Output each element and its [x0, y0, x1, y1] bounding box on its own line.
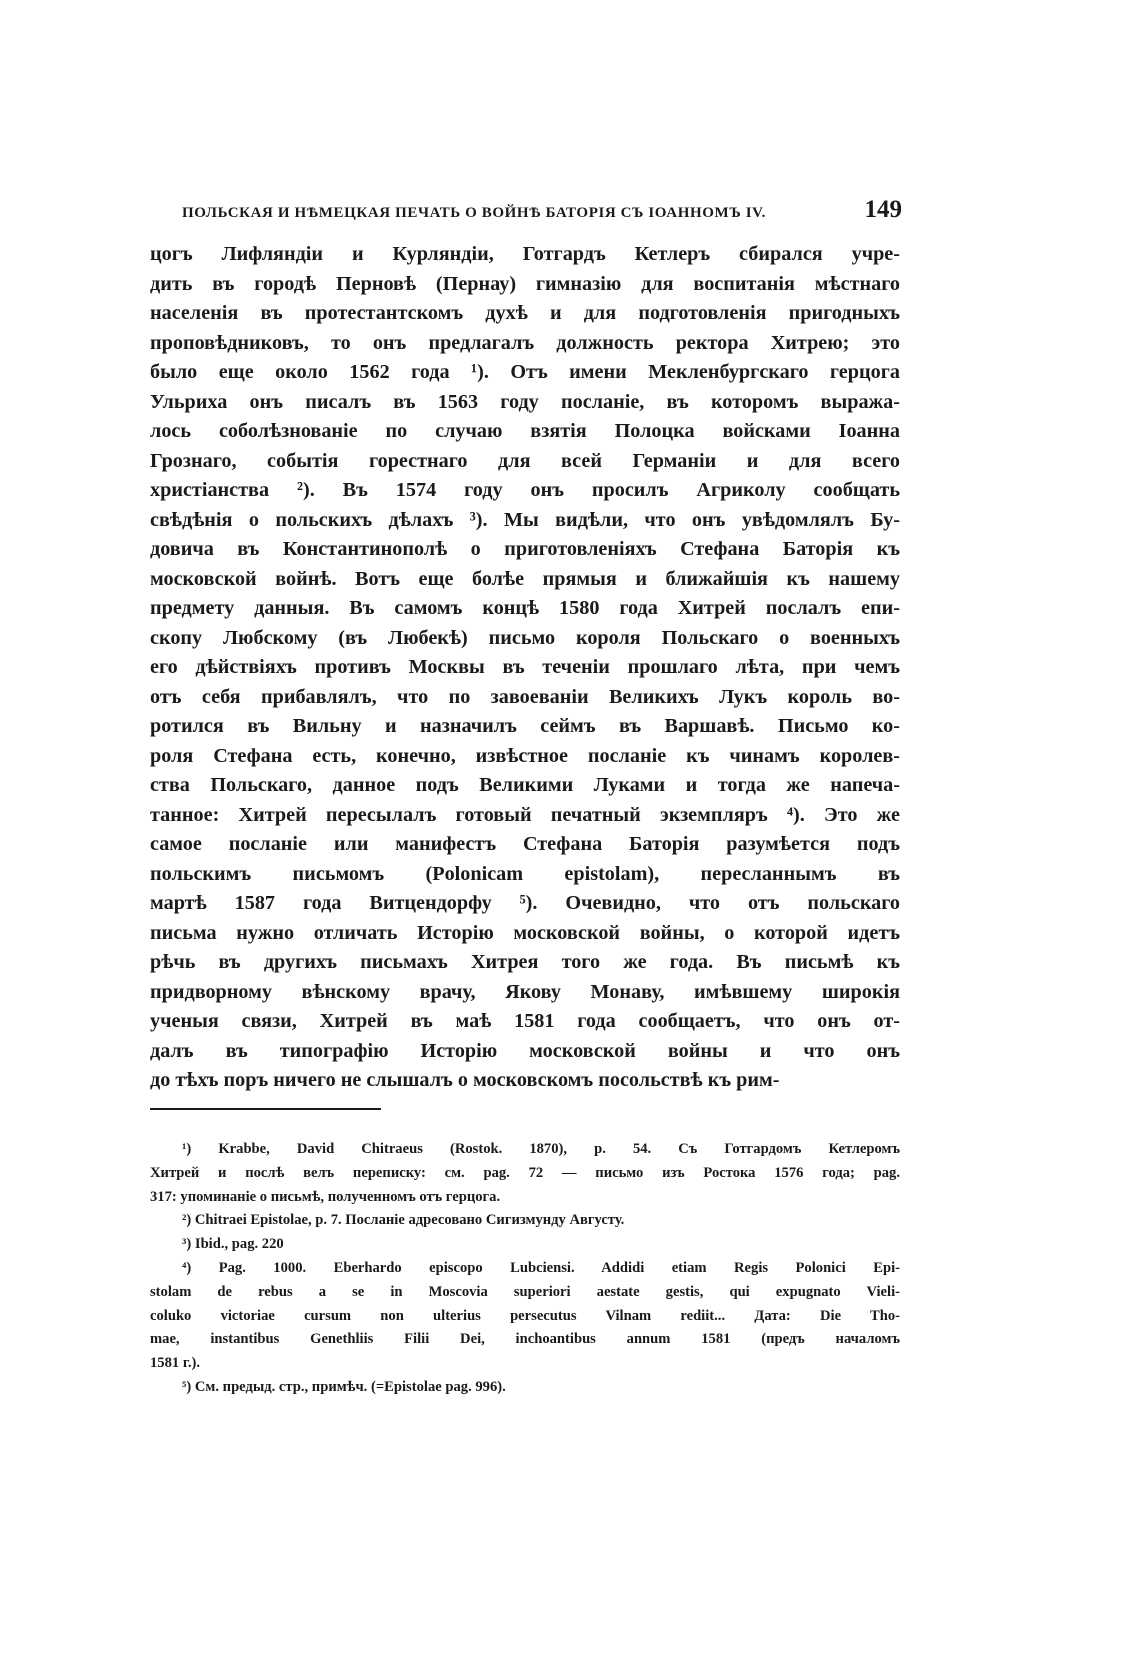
text-line: Ульриха онъ писалъ въ 1563 году посланіе, въ которомъ выража- — [150, 390, 900, 413]
text-line: скопу Любскому (въ Любекѣ) письмо короля Польскаго о военныхъ — [150, 626, 900, 649]
text-line: христіанства ²). Въ 1574 году онъ просилъ Агриколу сообщать — [150, 479, 900, 501]
text-line: населенія въ протестантскомъ духѣ и для подготовленія пригодныхъ — [150, 302, 900, 324]
text-line: мартѣ 1587 года Витцендорфу ⁵). Очевидно, что отъ польскаго — [150, 892, 900, 914]
text-line: цогъ Лифляндіи и Курляндіи, Готгардъ Кетлеръ сбирался учре- — [150, 243, 900, 265]
text-line: свѣдѣнія о польскихъ дѣлахъ ³). Мы видѣли, что онъ увѣдомлялъ Бу- — [150, 508, 900, 531]
footnote-1 — [150, 1138, 900, 1209]
footnotes — [150, 1138, 900, 1400]
text-line: проповѣдниковъ, то онъ предлагалъ должность ректора Хитрею; это — [150, 331, 900, 354]
page-number: 149 — [864, 196, 902, 223]
text-line: московской войнѣ. Вотъ еще болѣе прямыя и ближайшія къ нашему — [150, 567, 900, 590]
footnote-line: coluko victoriae cursum non ulterius persecutus Vilnam rediit... Дата: Die Tho- — [150, 1307, 900, 1324]
text-line: его дѣйствіяхъ противъ Москвы въ теченіи прошлаго лѣта, при чемъ — [150, 656, 900, 678]
footnote-2 — [150, 1209, 900, 1233]
main-text — [150, 240, 900, 1096]
text-line: ротился въ Вильну и назначилъ сеймъ въ Варшавѣ. Письмо ко- — [150, 715, 900, 737]
text-line: придворному вѣнскому врачу, Якову Монаву, имѣвшему широкія — [150, 980, 900, 1003]
text-line: дить въ городѣ Перновѣ (Пернау) гимназію для воспитанія мѣстнаго — [150, 272, 900, 295]
text-line: до тѣхъ поръ ничего не слышалъ о московскомъ посольствѣ къ рим- — [150, 1069, 780, 1091]
running-title: ПОЛЬСКАЯ И НѢМЕЦКАЯ ПЕЧАТЬ О ВОЙНѢ БАТОРІЯ СЪ ІОАННОМЪ IV. — [182, 205, 767, 221]
text-line: роля Стефана есть, конечно, извѣстное посланіе къ чинамъ королев- — [150, 744, 900, 767]
footnote-line: 1581 г.). — [150, 1355, 200, 1372]
text-line: танное: Хитрей пересылалъ готовый печатный экземпляръ ⁴). Это же — [150, 803, 900, 826]
footnote-separator — [150, 1108, 381, 1110]
footnote-4 — [150, 1257, 900, 1376]
running-header — [182, 196, 902, 224]
footnote-line: stolam de rebus a se in Moscovia superiori aestate gestis, qui expugnato Vieli- — [150, 1283, 900, 1300]
footnote-line: ³) Ibid., pag. 220 — [182, 1236, 284, 1253]
footnote-5 — [150, 1376, 900, 1400]
text-line: было еще около 1562 года ¹). Отъ имени Мекленбургскаго герцога — [150, 361, 900, 383]
footnote-line: ⁵) См. предыд. стр., примѣч. (=Epistolae pag. 996). — [182, 1378, 506, 1395]
footnote-line: Хитрей и послѣ велъ переписку: см. pag. 72 — письмо изъ Ростока 1576 года; pag. — [150, 1164, 900, 1181]
text-line: Грознаго, событія горестнаго для всей Германіи и для всего — [150, 449, 900, 472]
footnote-line: mae, instantibus Genethliis Filii Dei, inchoantibus annum 1581 (предъ началомъ — [150, 1331, 900, 1348]
text-line: самое посланіе или манифестъ Стефана Баторія разумѣется подъ — [150, 833, 900, 855]
footnote-line: 317: упоминаніе о письмѣ, полученномъ отъ герцога. — [150, 1188, 501, 1205]
footnote-line: ⁴) Pag. 1000. Eberhardo episcopo Lubciensi. Addidi etiam Regis Polonici Epi- — [182, 1259, 900, 1276]
text-line: ства Польскаго, данное подъ Великими Луками и тогда же напеча- — [150, 774, 900, 796]
footnote-line: ²) Chitraei Epistolae, p. 7. Посланіе адресовано Сигизмунду Августу. — [182, 1212, 625, 1229]
text-line: ученыя связи, Хитрей въ маѣ 1581 года сообщаетъ, что онъ от- — [150, 1010, 900, 1032]
text-line: далъ въ типографію Исторію московской войны и что онъ — [150, 1039, 900, 1062]
text-line: лось соболѣзнованіе по случаю взятія Полоцка войсками Іоанна — [150, 420, 900, 442]
text-line: рѣчь въ другихъ письмахъ Хитрея того же года. Въ письмѣ къ — [150, 951, 900, 973]
footnote-3 — [150, 1233, 900, 1257]
footnote-line: ¹) Krabbe, David Chitraeus (Rostok. 1870), p. 54. Съ Готгардомъ Кетлеромъ — [182, 1141, 900, 1157]
text-line: отъ себя прибавлялъ, что по завоеваніи Великихъ Лукъ король во- — [150, 685, 900, 708]
text-line: письма нужно отличать Исторію московской войны, о которой идетъ — [150, 921, 900, 944]
text-line: польскимъ письмомъ (Polonicam epistolam), пересланнымъ въ — [150, 862, 900, 885]
text-line: довича въ Константинополѣ о приготовленіяхъ Стефана Баторія къ — [150, 538, 900, 560]
text-line: предмету данныя. Въ самомъ концѣ 1580 года Хитрей послалъ епи- — [150, 597, 900, 619]
